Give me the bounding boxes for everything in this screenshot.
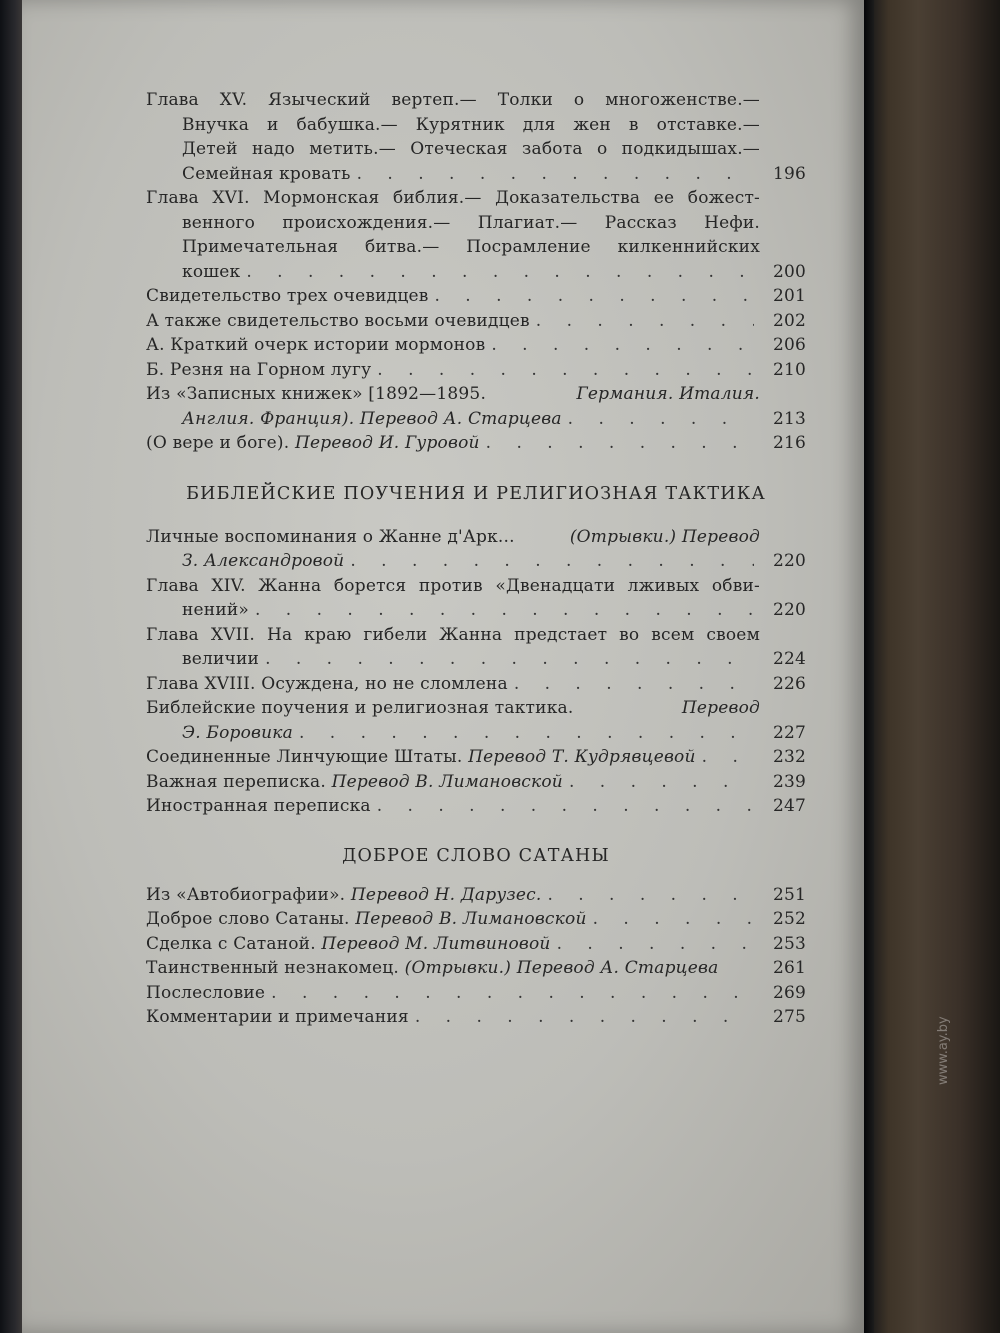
page-number: 251: [772, 884, 806, 905]
watermark: www.ay.by: [936, 1016, 951, 1085]
entry-title: Доброе слово Сатаны.: [146, 909, 350, 929]
entry-title: А также свидетельство восьми очевидцев: [146, 310, 530, 331]
entry-line: Глава XV. Языческий вертеп.— Толки о многоженстве.—: [146, 90, 760, 110]
entry-line: кошек: [182, 261, 241, 282]
toc-entry: [146, 623, 806, 672]
page-number: 210: [772, 359, 806, 380]
page-number: 206: [772, 335, 806, 355]
page-number: 216: [772, 433, 806, 453]
toc-entry: [146, 309, 806, 334]
toc-entry: [146, 431, 806, 456]
page-number: 261: [772, 958, 806, 978]
entry-translator: Э. Боровика: [182, 722, 293, 743]
entry-title: (О вере и боге).: [146, 433, 290, 453]
toc-entry: [146, 770, 806, 795]
page-number: 220: [772, 600, 806, 620]
toc-entry: [146, 1005, 806, 1030]
book-cover-edge: [864, 0, 1000, 1333]
page-number: 196: [772, 163, 806, 184]
entry-translator: (Отрывки.) Перевод А. Старцева: [404, 958, 719, 978]
background-left-edge: [0, 0, 22, 1333]
toc-entry: [146, 794, 806, 819]
entry-title: Комментарии и примечания: [146, 1007, 409, 1027]
entry-title: Соединенные Линчующие Штаты.: [146, 747, 463, 767]
entry-subtitle: Перевод: [681, 698, 760, 718]
entry-title: Глава XVIII. Осуждена, но не сломлена: [146, 673, 508, 694]
entry-title: Послесловие: [146, 982, 266, 1003]
entry-translator: З. Александровой: [182, 551, 345, 571]
page-number: 275: [772, 1007, 806, 1027]
entry-title: Сделка с Сатаной.: [146, 933, 316, 954]
entry-title: Свидетельство трех очевидцев: [146, 286, 429, 306]
page-number: 253: [772, 933, 806, 954]
entry-translator: Перевод М. Литвиновой: [321, 933, 551, 954]
entry-title: Таинственный незнакомец.: [146, 958, 400, 978]
entry-translator: Перевод Н. Дарузес.: [350, 884, 542, 905]
entry-line: Внучка и бабушка.— Курятник для жен в отставке.—: [182, 114, 760, 135]
toc-entry: [146, 907, 806, 932]
entry-line: Глава XVII. На краю гибели Жанна предстает во всем своем: [146, 624, 760, 645]
page-spine-shadow: [864, 0, 874, 1333]
section-heading: БИБЛЕЙСКИЕ ПОУЧЕНИЯ И РЕЛИГИОЗНАЯ ТАКТИКА: [186, 483, 766, 504]
section-heading: ДОБРОЕ СЛОВО САТАНЫ: [342, 845, 610, 866]
toc-entry: [146, 382, 806, 431]
entry-title: Личные воспоминания о Жанне д'Арк...: [146, 526, 515, 547]
toc-entry: [146, 883, 806, 908]
entry-line: Примечательная битва.— Посрамление килкеннийских: [182, 237, 760, 257]
page-number: 220: [772, 551, 806, 571]
entry-line: Семейная кровать: [182, 163, 351, 184]
entry-title: Из «Записных книжек» [1892—1895.: [146, 384, 487, 404]
page-number: 239: [772, 771, 806, 792]
toc-entry: [146, 981, 806, 1006]
page-number: 269: [772, 982, 806, 1003]
entry-translator: Перевод И. Гуровой: [294, 433, 480, 453]
page-number: 227: [772, 722, 806, 743]
page-number: 252: [772, 909, 806, 929]
entry-title: Библейские поучения и религиозная тактика.: [146, 698, 574, 718]
toc-entry: [146, 956, 806, 981]
toc-entry: [146, 696, 806, 745]
toc-entry: [146, 745, 806, 770]
entry-translator: Англия. Франция). Перевод А. Старцева: [182, 408, 562, 429]
entry-line: Глава XVI. Мормонская библия.— Доказательства ее божест-: [146, 188, 760, 208]
entry-translator: Перевод Т. Кудрявцевой: [468, 747, 696, 767]
entry-line: Детей надо метить.— Отеческая забота о подкидышах.—: [182, 139, 760, 159]
toc-entry: [146, 525, 806, 574]
page-number: 224: [772, 649, 806, 669]
entry-subtitle: (Отрывки.) Перевод: [569, 526, 760, 547]
entry-title: А. Краткий очерк истории мормонов: [146, 335, 486, 355]
page-number: 247: [772, 796, 806, 816]
toc-entry: [146, 88, 806, 186]
entry-subtitle: Германия. Италия.: [576, 384, 760, 404]
page-number: 232: [772, 747, 806, 767]
entry-translator: Перевод В. Лимановской: [355, 909, 587, 929]
entry-title: Иностранная переписка: [146, 796, 371, 816]
entry-line: нений»: [182, 600, 249, 620]
entry-translator: Перевод В. Лимановской: [331, 771, 563, 792]
toc-entry: [146, 672, 806, 697]
entry-title: Важная переписка.: [146, 771, 326, 792]
page-number: 201: [772, 286, 806, 306]
page-number: 200: [772, 261, 806, 282]
table-of-contents: [146, 88, 806, 1030]
entry-line: Глава XIV. Жанна борется против «Двенадцати лживых обви-: [146, 575, 760, 596]
toc-entry: [146, 186, 806, 284]
page-number: 213: [772, 408, 806, 429]
page-number: 202: [772, 310, 806, 331]
entry-line: величии: [182, 649, 260, 669]
toc-entry: [146, 574, 806, 623]
page-number: 226: [772, 673, 806, 694]
entry-title: Из «Автобиографии».: [146, 884, 346, 905]
entry-line: венного происхождения.— Плагиат.— Рассказ Нефи.: [182, 212, 760, 233]
toc-entry: [146, 284, 806, 309]
toc-entry: [146, 333, 806, 358]
entry-title: Б. Резня на Горном лугу: [146, 359, 372, 380]
toc-entry: [146, 932, 806, 957]
toc-entry: [146, 358, 806, 383]
